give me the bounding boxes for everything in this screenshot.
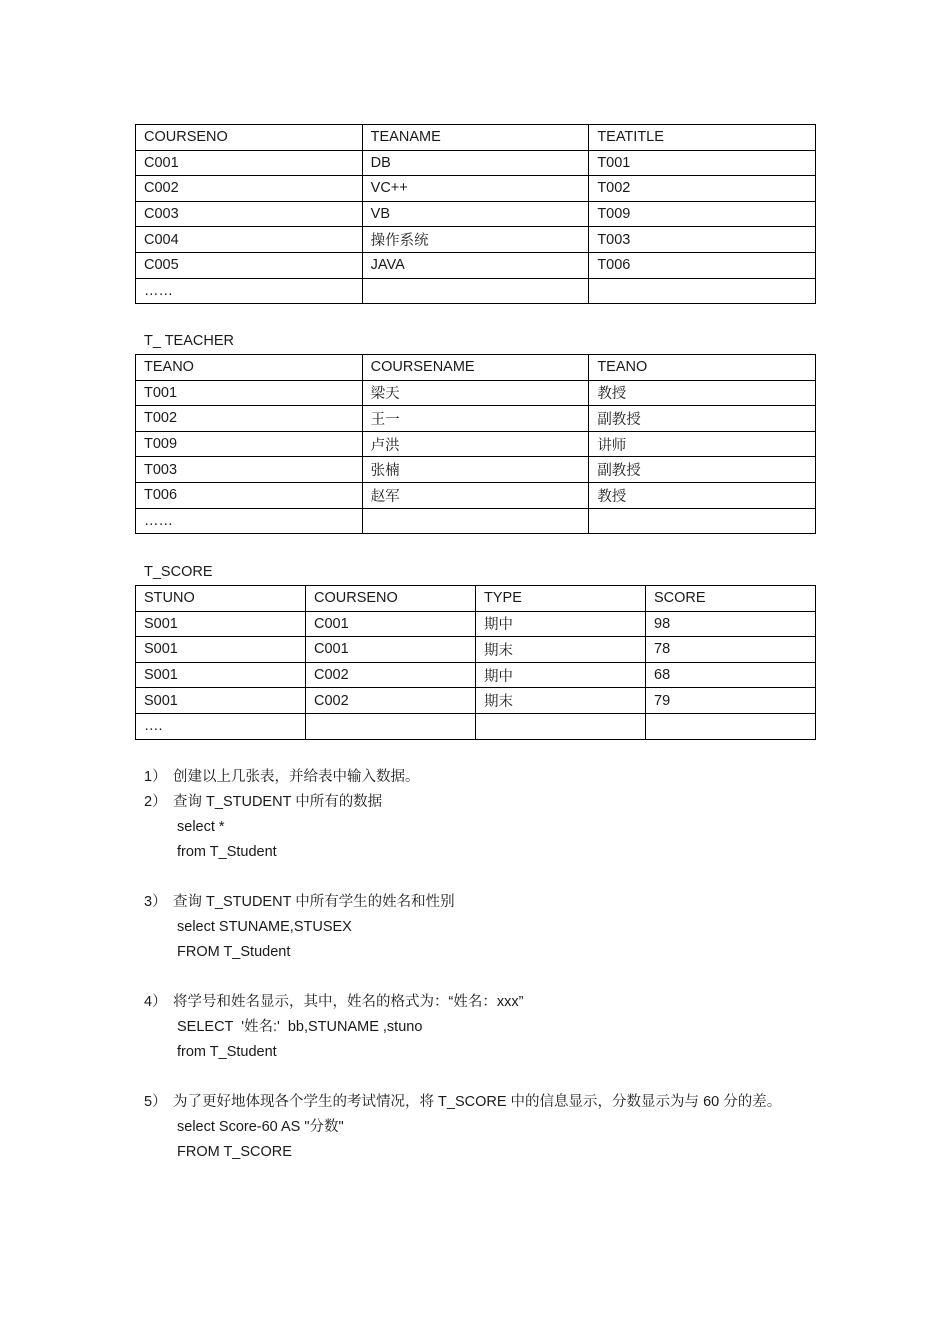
table-cell: DB [362, 150, 589, 176]
table-cell [589, 278, 816, 304]
table-cell: C001 [136, 150, 363, 176]
table-cell: COURSENO [136, 125, 363, 151]
code-line: from T_Student [177, 844, 277, 860]
table-row [136, 227, 816, 253]
table-cell: S001 [136, 637, 306, 663]
table-cell: 期中 [476, 662, 646, 688]
question-1 [144, 765, 816, 790]
table-cell: …… [136, 278, 363, 304]
table-cell: T006 [136, 482, 363, 508]
table-cell: 张楠 [362, 457, 589, 483]
table-cell: STUNO [136, 586, 306, 612]
table-cell: 赵军 [362, 482, 589, 508]
teacher-table-caption: T_ TEACHER [144, 333, 234, 349]
question-text: 为了更好地体现各个学生的考试情况，将 T_SCORE 中的信息显示，分数显示为与 60 分的差。 [173, 1094, 782, 1110]
teacher-table [135, 354, 816, 534]
table-cell: T009 [589, 201, 816, 227]
code-line: select * [177, 819, 225, 835]
code-line: from T_Student [177, 1044, 277, 1060]
table-cell: TEANO [136, 355, 363, 381]
question-3 [144, 890, 816, 965]
code-line: FROM T_Student [177, 944, 291, 960]
table-row [136, 278, 816, 304]
table-cell [646, 713, 816, 739]
code-line: SELECT '姓名:' bb,STUNAME ,stuno [177, 1019, 423, 1035]
table-cell: 98 [646, 611, 816, 637]
table-cell: 副教授 [589, 406, 816, 432]
table-cell: 操作系统 [362, 227, 589, 253]
table-cell: 王一 [362, 406, 589, 432]
table-header-row [136, 355, 816, 381]
table-cell: COURSENAME [362, 355, 589, 381]
table-cell: T006 [589, 252, 816, 278]
question-number: 1） [144, 769, 167, 785]
table-cell: T003 [136, 457, 363, 483]
question-text: 创建以上几张表，并给表中输入数据。 [173, 769, 420, 785]
table-row [136, 688, 816, 714]
table-cell: C001 [306, 611, 476, 637]
table-row [136, 431, 816, 457]
table-row [136, 713, 816, 739]
table-cell: TEATITLE [589, 125, 816, 151]
table-row [136, 252, 816, 278]
table-header-row [136, 586, 816, 612]
table-cell: TEANAME [362, 125, 589, 151]
table-row [136, 662, 816, 688]
table-cell: VC++ [362, 176, 589, 202]
course-table [135, 124, 816, 304]
code-line: select STUNAME,STUSEX [177, 919, 352, 935]
table-cell: 卢洪 [362, 431, 589, 457]
table-cell: 68 [646, 662, 816, 688]
table-row [136, 380, 816, 406]
table-cell: …. [136, 713, 306, 739]
table-cell: SCORE [646, 586, 816, 612]
table-cell: 教授 [589, 380, 816, 406]
table-row [136, 611, 816, 637]
question-5 [144, 1090, 816, 1165]
table-row [136, 637, 816, 663]
table-cell: 79 [646, 688, 816, 714]
table-cell [306, 713, 476, 739]
code-line: FROM T_SCORE [177, 1144, 292, 1160]
table-cell: T001 [136, 380, 363, 406]
table-row [136, 457, 816, 483]
table-cell: S001 [136, 611, 306, 637]
question-text: 查询 T_STUDENT 中所有的数据 [173, 794, 383, 810]
score-table [135, 585, 816, 740]
question-number: 4） [144, 994, 167, 1010]
table-cell: C002 [136, 176, 363, 202]
table-cell: C003 [136, 201, 363, 227]
question-text: 查询 T_STUDENT 中所有学生的姓名和性别 [173, 894, 455, 910]
question-4 [144, 990, 816, 1065]
table-cell: T002 [136, 406, 363, 432]
table-cell: TEANO [589, 355, 816, 381]
score-table-caption: T_SCORE [144, 564, 213, 580]
table-cell: S001 [136, 662, 306, 688]
table-cell: COURSENO [306, 586, 476, 612]
table-cell [362, 278, 589, 304]
table-cell: T009 [136, 431, 363, 457]
table-cell: 期末 [476, 637, 646, 663]
table-cell [362, 508, 589, 534]
table-cell: …… [136, 508, 363, 534]
table-cell: JAVA [362, 252, 589, 278]
table-cell: 期末 [476, 688, 646, 714]
table-row [136, 201, 816, 227]
question-number: 2） [144, 794, 167, 810]
table-cell: T001 [589, 150, 816, 176]
question-number: 3） [144, 894, 167, 910]
table-row [136, 150, 816, 176]
table-row [136, 482, 816, 508]
table-cell: 期中 [476, 611, 646, 637]
table-cell [476, 713, 646, 739]
table-cell: C005 [136, 252, 363, 278]
question-number: 5） [144, 1094, 167, 1110]
table-cell [589, 508, 816, 534]
table-cell: VB [362, 201, 589, 227]
table-cell: 讲师 [589, 431, 816, 457]
table-cell: T003 [589, 227, 816, 253]
table-cell: C002 [306, 688, 476, 714]
table-row [136, 176, 816, 202]
table-cell: 教授 [589, 482, 816, 508]
table-cell: TYPE [476, 586, 646, 612]
table-cell: 副教授 [589, 457, 816, 483]
table-cell: T002 [589, 176, 816, 202]
table-cell: 78 [646, 637, 816, 663]
table-cell: C004 [136, 227, 363, 253]
question-2 [144, 790, 816, 865]
table-cell: 梁天 [362, 380, 589, 406]
question-text: 将学号和姓名显示，其中，姓名的格式为：“姓名：xxx” [173, 994, 524, 1010]
table-cell: S001 [136, 688, 306, 714]
table-cell: C002 [306, 662, 476, 688]
table-row [136, 406, 816, 432]
table-cell: C001 [306, 637, 476, 663]
table-row [136, 508, 816, 534]
table-header-row [136, 125, 816, 151]
code-line: select Score-60 AS "分数" [177, 1119, 344, 1135]
